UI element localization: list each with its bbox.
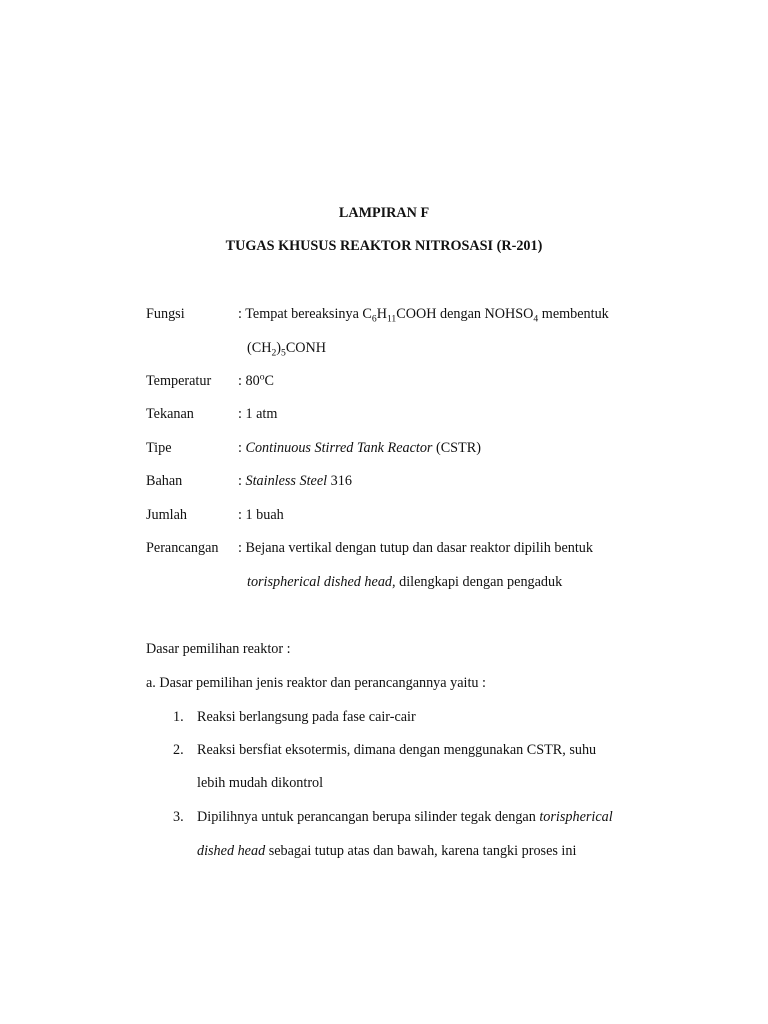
fungsi-value: : Tempat bereaksinya $C_6H_{11}COOH$ dengan $NOHSO_4$ membentuk	[238, 306, 609, 325]
dasar-heading: Dasar pemilihan reaktor :	[146, 641, 291, 657]
list-item-continued: lebih mudah dikontrol	[197, 775, 324, 791]
list-item-continued: dished head sebagai tutup atas dan bawah, karena tangki proses ini	[197, 843, 577, 859]
bahan-label: Bahan	[146, 473, 183, 489]
fungsi-value-continued: $(CH_2)_5CONH$	[247, 340, 327, 359]
bahan-value: : Stainless Steel 316	[238, 473, 352, 489]
jumlah-value: : 1 buah	[238, 507, 284, 523]
perancangan-value-continued: torispherical dished head, dilengkapi dengan pengaduk	[247, 574, 563, 590]
jumlah-label: Jumlah	[146, 507, 187, 523]
tekanan-label: Tekanan	[146, 406, 194, 422]
list-item-number: 1.	[173, 709, 184, 725]
tipe-label: Tipe	[146, 440, 172, 456]
tekanan-value: : 1 atm	[238, 406, 278, 422]
temperatur-value: : 80$^o$C	[238, 371, 274, 389]
list-item: Reaksi bersfiat eksotermis, dimana dengan menggunakan CSTR, suhu	[197, 742, 597, 758]
page-subtitle: TUGAS KHUSUS REAKTOR NITROSASI (R-201)	[225, 238, 543, 254]
list-item-number: 3.	[173, 809, 184, 825]
list-item: Reaksi berlangsung pada fase cair-cair	[197, 709, 416, 725]
page-title: LAMPIRAN F	[338, 205, 430, 221]
list-item-number: 2.	[173, 742, 184, 758]
list-item: Dipilihnya untuk perancangan berupa silinder tegak dengan torispherical	[197, 809, 613, 825]
perancangan-value: : Bejana vertikal dengan tutup dan dasar reaktor dipilih bentuk	[238, 540, 593, 556]
perancangan-label: Perancangan	[146, 540, 219, 556]
tipe-value: : Continuous Stirred Tank Reactor (CSTR)	[238, 440, 481, 456]
temperatur-label: Temperatur	[146, 373, 212, 389]
dasar-item-a: a. Dasar pemilihan jenis reaktor dan perancangannya yaitu :	[146, 675, 486, 691]
fungsi-label: Fungsi	[146, 306, 185, 322]
